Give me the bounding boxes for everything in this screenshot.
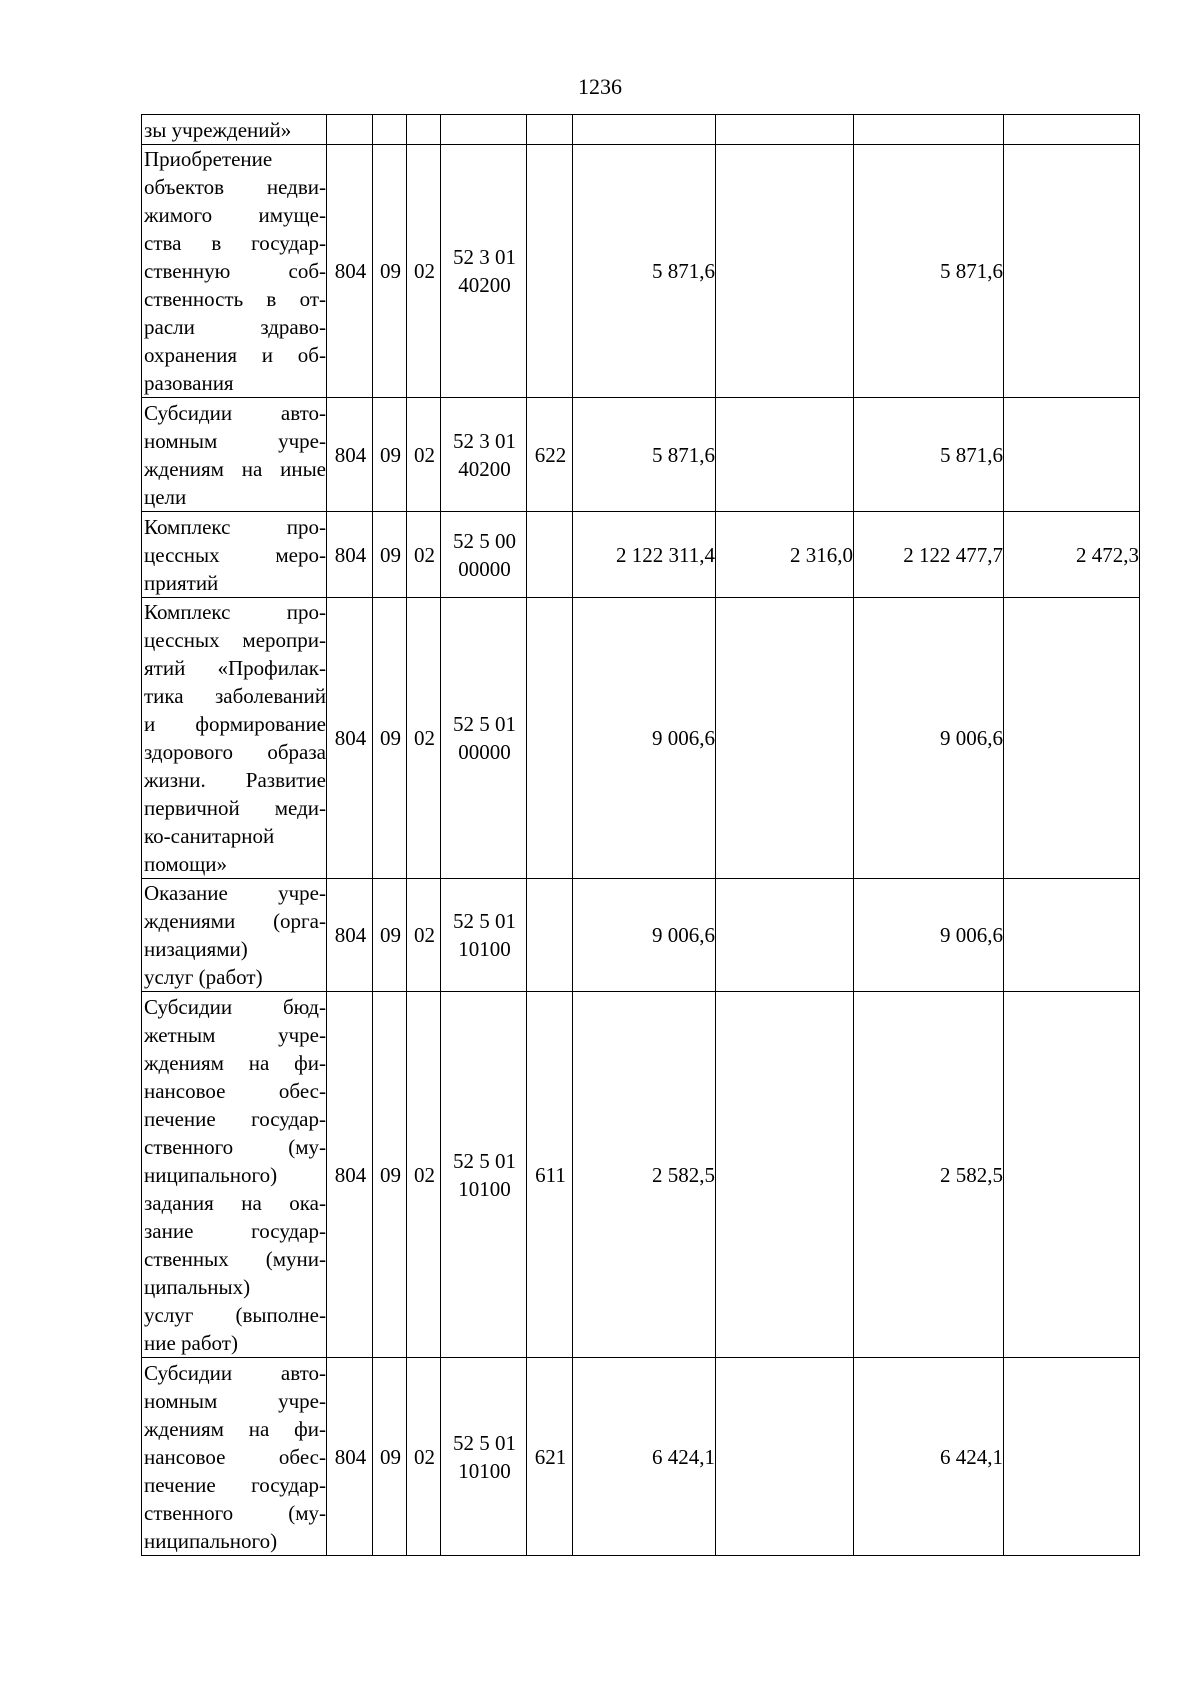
row-name-line: ние работ) — [144, 1330, 238, 1355]
row-name-line: зы учреждений» — [144, 117, 292, 142]
amount-1: 9 006,6 — [573, 598, 716, 879]
table-row — [142, 879, 1140, 992]
row-name-line: ственную соб- — [144, 259, 326, 283]
target-article-code-line: 10100 — [458, 1176, 511, 1201]
subsection-code: 02 — [407, 145, 441, 398]
expense-type-code — [527, 512, 573, 598]
table-row — [142, 398, 1140, 512]
target-article-code-line: 40200 — [458, 273, 511, 297]
row-name-line: и формирование — [144, 712, 326, 736]
amount-4 — [1004, 115, 1140, 145]
target-article-code — [441, 992, 527, 1358]
table-row — [142, 512, 1140, 598]
target-article-code-line: 52 3 01 — [453, 245, 516, 269]
page-number: 1236 — [578, 74, 622, 99]
section-code: 09 — [373, 512, 407, 598]
amount-1: 6 424,1 — [573, 1358, 716, 1556]
amount-3: 9 006,6 — [854, 598, 1004, 879]
expense-type-code: 611 — [527, 992, 573, 1358]
row-name-line: ко-санитарной — [144, 824, 275, 848]
row-name-line: задания на ока- — [144, 1190, 326, 1215]
target-article-code-line: 00000 — [458, 740, 511, 764]
row-name — [142, 992, 327, 1358]
target-article-code — [441, 398, 527, 512]
amount-3: 9 006,6 — [854, 879, 1004, 992]
row-name-line: помощи» — [144, 852, 228, 876]
row-name-line: первичной меди- — [144, 796, 326, 820]
row-name — [142, 115, 327, 145]
target-article-code-line: 52 5 01 — [453, 1148, 516, 1173]
amount-4: 2 472,3 — [1004, 512, 1140, 598]
row-name — [142, 145, 327, 398]
row-name-line: разования — [144, 371, 234, 395]
target-article-code — [441, 1358, 527, 1556]
row-name-line: Субсидии бюд- — [144, 994, 326, 1019]
section-code: 09 — [373, 398, 407, 512]
amount-4 — [1004, 145, 1140, 398]
amount-3: 2 582,5 — [854, 992, 1004, 1358]
ved-code: 804 — [327, 145, 373, 398]
row-name-line: ственного (му- — [144, 1134, 326, 1159]
row-name-line: тика заболеваний — [144, 684, 326, 708]
table-row — [142, 115, 1140, 145]
row-name-line: ниципального) — [144, 1162, 278, 1187]
section-code: 09 — [373, 598, 407, 879]
amount-2 — [716, 398, 854, 512]
amount-4 — [1004, 992, 1140, 1358]
subsection-code: 02 — [407, 512, 441, 598]
target-article-code — [441, 145, 527, 398]
expense-type-code: 622 — [527, 398, 573, 512]
target-article-code-line: 52 3 01 — [453, 428, 516, 453]
target-article-code — [441, 879, 527, 992]
row-name — [142, 512, 327, 598]
table-row — [142, 145, 1140, 398]
target-article-code-line: 52 5 01 — [453, 712, 516, 736]
target-article-code — [441, 598, 527, 879]
row-name — [142, 598, 327, 879]
ved-code: 804 — [327, 879, 373, 992]
target-article-code-line: 52 5 00 — [453, 528, 516, 553]
row-name — [142, 1358, 327, 1556]
row-name-line: Комплекс про- — [144, 514, 326, 539]
row-name-line: ственность в от- — [144, 287, 326, 311]
target-article-code-line: 10100 — [458, 1458, 511, 1483]
amount-1: 2 122 311,4 — [573, 512, 716, 598]
row-name-line: ственных (муни- — [144, 1246, 326, 1271]
row-name-line: расли здраво- — [144, 315, 326, 339]
subsection-code: 02 — [407, 398, 441, 512]
amount-3: 6 424,1 — [854, 1358, 1004, 1556]
ved-code: 804 — [327, 992, 373, 1358]
target-article-code-line: 40200 — [458, 456, 511, 481]
amount-2 — [716, 1358, 854, 1556]
row-name-line: ждениям на фи- — [144, 1416, 326, 1441]
row-name-line: услуг (работ) — [144, 965, 263, 989]
subsection-code: 02 — [407, 1358, 441, 1556]
amount-2 — [716, 598, 854, 879]
row-name-line: жимого имуще- — [144, 203, 326, 227]
row-name-line: цессных меро- — [144, 542, 326, 567]
row-name-line: ственного (му- — [144, 1500, 326, 1525]
amount-1: 5 871,6 — [573, 398, 716, 512]
subsection-code: 02 — [407, 992, 441, 1358]
row-name-line: номным учре- — [144, 428, 326, 453]
ved-code — [327, 115, 373, 145]
row-name — [142, 879, 327, 992]
expense-type-code — [527, 879, 573, 992]
row-name-line: нансовое обес- — [144, 1444, 326, 1469]
amount-3: 2 122 477,7 — [854, 512, 1004, 598]
row-name-line: номным учре- — [144, 1388, 326, 1413]
section-code — [373, 115, 407, 145]
section-code: 09 — [373, 992, 407, 1358]
amount-3 — [854, 115, 1004, 145]
amount-2: 2 316,0 — [716, 512, 854, 598]
row-name-line: печение государ- — [144, 1472, 326, 1497]
target-article-code — [441, 115, 527, 145]
amount-1: 9 006,6 — [573, 879, 716, 992]
row-name-line: ждениям на фи- — [144, 1050, 326, 1075]
budget-table — [141, 114, 1140, 1556]
amount-1: 2 582,5 — [573, 992, 716, 1358]
row-name-line: Комплекс про- — [144, 600, 326, 624]
amount-4 — [1004, 598, 1140, 879]
row-name-line: ждениями (орга- — [144, 909, 326, 933]
expense-type-code: 621 — [527, 1358, 573, 1556]
amount-4 — [1004, 1358, 1140, 1556]
section-code: 09 — [373, 879, 407, 992]
amount-4 — [1004, 398, 1140, 512]
row-name-line: жетным учре- — [144, 1022, 326, 1047]
section-code: 09 — [373, 145, 407, 398]
amount-4 — [1004, 879, 1140, 992]
row-name-line: Приобретение — [144, 147, 273, 171]
row-name-line: охранения и об- — [144, 343, 326, 367]
row-name-line: Оказание учре- — [144, 881, 326, 905]
subsection-code: 02 — [407, 879, 441, 992]
row-name-line: объектов недви- — [144, 175, 326, 199]
amount-3: 5 871,6 — [854, 145, 1004, 398]
target-article-code — [441, 512, 527, 598]
ved-code: 804 — [327, 398, 373, 512]
row-name-line: ятий «Профилак- — [144, 656, 326, 680]
row-name-line: жизни. Развитие — [144, 768, 326, 792]
ved-code: 804 — [327, 598, 373, 879]
amount-2 — [716, 145, 854, 398]
ved-code: 804 — [327, 512, 373, 598]
row-name-line: цессных меропри- — [144, 628, 326, 652]
amount-2 — [716, 992, 854, 1358]
target-article-code-line: 52 5 01 — [453, 909, 516, 933]
expense-type-code — [527, 598, 573, 879]
row-name — [142, 398, 327, 512]
subsection-code — [407, 115, 441, 145]
row-name-line: низациями) — [144, 937, 248, 961]
amount-1 — [573, 115, 716, 145]
row-name-line: услуг (выполне- — [144, 1302, 326, 1327]
target-article-code-line: 00000 — [458, 556, 511, 581]
row-name-line: ждениям на иные — [144, 456, 326, 481]
row-name-line: Субсидии авто- — [144, 1360, 326, 1385]
target-article-code-line: 52 5 01 — [453, 1430, 516, 1455]
row-name-line: ципальных) — [144, 1274, 251, 1299]
expense-type-code — [527, 115, 573, 145]
expense-type-code — [527, 145, 573, 398]
row-name-line: печение государ- — [144, 1106, 326, 1131]
row-name-line: нансовое обес- — [144, 1078, 326, 1103]
ved-code: 804 — [327, 1358, 373, 1556]
row-name-line: Субсидии авто- — [144, 400, 326, 425]
row-name-line: ниципального) — [144, 1528, 278, 1553]
table-row — [142, 992, 1140, 1358]
row-name-line: приятий — [144, 570, 219, 595]
table-row — [142, 1358, 1140, 1556]
amount-2 — [716, 115, 854, 145]
row-name-line: здорового образа — [144, 740, 326, 764]
amount-3: 5 871,6 — [854, 398, 1004, 512]
table-body — [142, 115, 1140, 1556]
amount-1: 5 871,6 — [573, 145, 716, 398]
amount-2 — [716, 879, 854, 992]
row-name-line: ства в государ- — [144, 231, 326, 255]
row-name-line: цели — [144, 484, 187, 509]
section-code: 09 — [373, 1358, 407, 1556]
row-name-line: зание государ- — [144, 1218, 326, 1243]
target-article-code-line: 10100 — [458, 937, 511, 961]
subsection-code: 02 — [407, 598, 441, 879]
table-row — [142, 598, 1140, 879]
